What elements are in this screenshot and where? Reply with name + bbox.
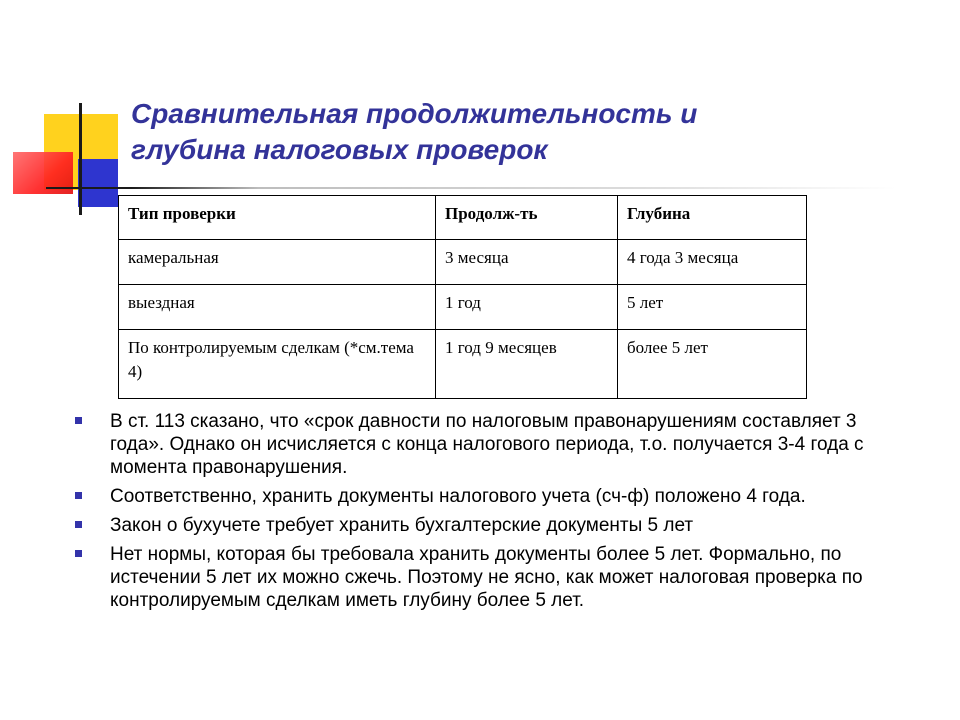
slide-title [131, 96, 891, 168]
square-bullet-icon [75, 417, 82, 424]
header-cell-type: Тип проверки [119, 196, 436, 240]
table-row [119, 240, 807, 285]
list-item [72, 485, 912, 508]
square-bullet-icon [75, 550, 82, 557]
list-item [72, 410, 912, 479]
bullet-text: Соответственно, хранить документы налогового учета (сч-ф) положено 4 года. [110, 486, 806, 507]
audit-comparison-table [118, 195, 807, 399]
bullet-text: Закон о бухучете требует хранить бухгалтерские документы 5 лет [110, 515, 694, 536]
square-bullet-icon [75, 521, 82, 528]
table-cell: 3 месяца [436, 240, 618, 285]
bullet-list [72, 410, 912, 618]
table-cell: По контролируемым сделкам (*см.тема 4) [119, 330, 436, 399]
header-cell-depth: Глубина [618, 196, 807, 240]
bullet-text: В ст. 113 сказано, что «срок давности по налоговым правонарушениям составляет 3 года». Однако он исчисляется с конца налогового периода, т.о. получается 3-4 года с момента правонарушения. [110, 411, 864, 478]
table-cell: 1 год [436, 285, 618, 330]
title-line-1: Сравнительная продолжительность и [131, 98, 698, 129]
bullet-text: Нет нормы, которая бы требовала хранить документы более 5 лет. Формально, по истечении 5 лет их можно сжечь. Поэтому не ясно, как может налоговая проверка по контролируемым сделкам иметь глубину более 5 лет. [110, 544, 863, 611]
title-line-2: глубина налоговых проверок [131, 134, 548, 165]
blue-square-decoration [78, 159, 118, 207]
table-cell: 1 год 9 месяцев [436, 330, 618, 399]
header-cell-duration: Продолж-ть [436, 196, 618, 240]
list-item [72, 543, 912, 612]
title-underline-rule [46, 187, 896, 189]
table-row [119, 330, 807, 399]
square-bullet-icon [75, 492, 82, 499]
vertical-rule-decoration [79, 103, 82, 215]
table-row [119, 285, 807, 330]
table-cell: более 5 лет [618, 330, 807, 399]
table-cell: 4 года 3 месяца [618, 240, 807, 285]
table-cell: камеральная [119, 240, 436, 285]
table-cell: выездная [119, 285, 436, 330]
list-item [72, 514, 912, 537]
table-header-row [119, 196, 807, 240]
table-cell: 5 лет [618, 285, 807, 330]
